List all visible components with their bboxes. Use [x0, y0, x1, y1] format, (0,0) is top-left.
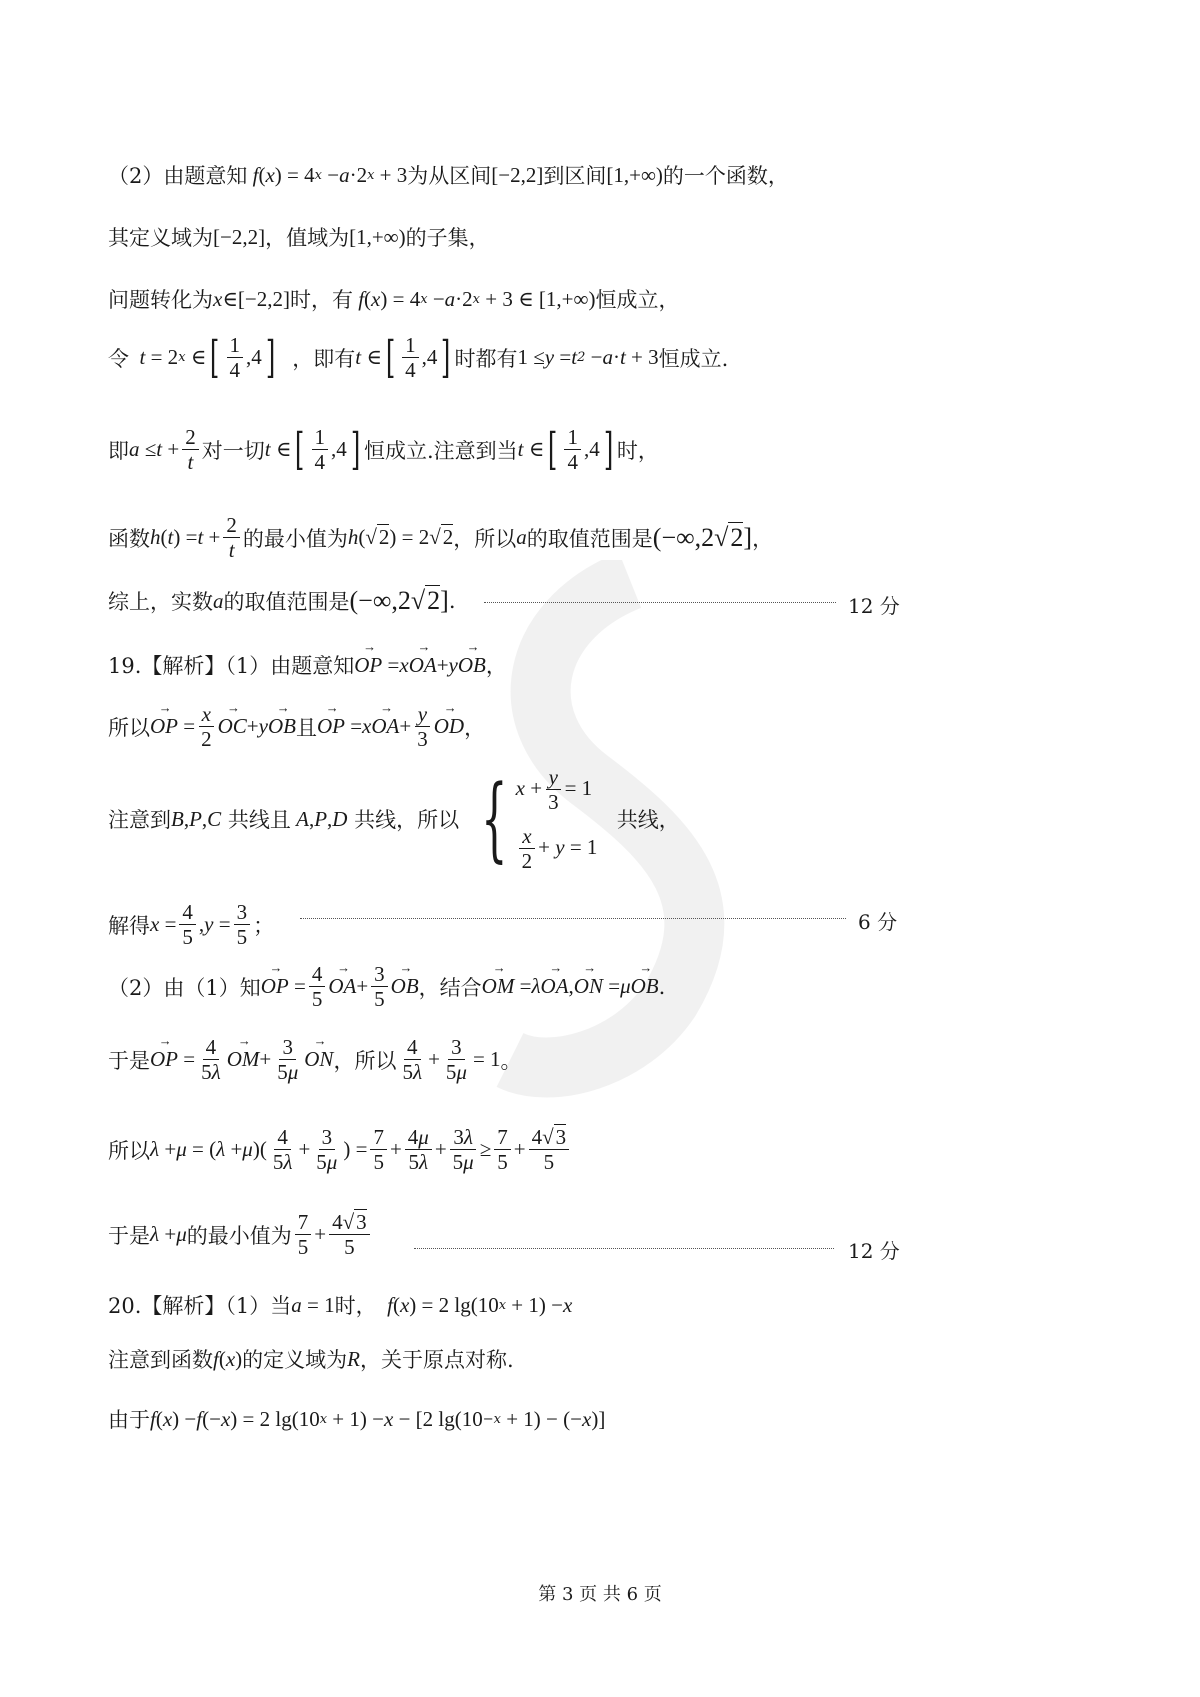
q19-part2: （2）由（1）知 → OP = $\frac{4}{5}$ → OA + $\frac{3}{5}$ → OB ，结合 → OM = λ → OA , → ON = μ → OB .: [108, 962, 960, 1011]
page-footer: 第 3 页 共 6 页: [538, 1584, 662, 1605]
dotted-leader: [484, 602, 836, 603]
line-transform: 问题转化为 x ∈[−2,2] 时，有 f ( x ) = 4 x − a ·2 x + 3 ∈ [1,+∞) 恒成立，: [108, 286, 680, 312]
line-domain: 其定义域为 [−2,2] ，值域为 [1,+∞) 的子集，: [108, 224, 490, 250]
q20-heading: 20.【解析】（1）当 a = 1 时， f ( x ) = 2 lg(10 x + 1) − x: [108, 1292, 573, 1318]
dotted-leader: [300, 918, 846, 919]
score-label: 6 分: [858, 910, 898, 934]
q19-solution: 解得 x = $\frac{4}{5}$ , y = $\frac{3}{5}$ ；: [108, 900, 275, 950]
q19-relation: 于是 → OP = $\frac{4}{5\lambda}$ → OM + $\frac{3}{5\mu}$ → ON ，所以 $\frac{4}{5\lambda}$ + $\frac{3}{5\mu}$ = 1 。: [108, 1035, 960, 1084]
line-inequality: 即 a ≤ t + $\frac{2}{t}$ 对一切 t ∈ [ $\frac{1}{4}$ ,4 ] 恒成立.注意到当 t ∈ [ $\frac{1}{4}$ ,4 ] 时，: [108, 423, 659, 475]
q19-heading: 19.【解析】（1）由题意知 → OP = x → OA + y → OB ，: [108, 650, 960, 680]
score-label: 12 分: [848, 594, 900, 618]
q20-difference: 由于 f ( x ) − f (− x ) = 2 lg(10 x + 1) − x − [2 lg(10 −x + 1) − (− x )]: [108, 1406, 606, 1432]
q20-domain: 注意到函数 f ( x ) 的定义域为 R ，关于原点对称.: [108, 1346, 514, 1372]
line-conclusion: 综上，实数 a 的取值范围是 (−∞,2√2] .: [108, 586, 456, 615]
line-min-value: 函数 h ( t ) = t + $\frac{2}{t}$ 的最小值为 h (√2) = 2√2 ，所以 a 的取值范围是 (−∞,2√2] ，: [108, 513, 774, 563]
dotted-leader: [414, 1248, 834, 1249]
q19-inequality: 所以 λ + μ = ( λ + μ )( $\frac{4}{5\lambda}$ + $\frac{3}{5\mu}$ ) = $\frac{7}{5}$ + $\frac{4\mu}{5\lambda}$ + $\frac{3\lambda}{5\mu}$ ≥ $\frac{7}{5}$ + $\frac{4√3}{5}$: [108, 1125, 960, 1174]
score-label: 12 分: [848, 1239, 900, 1263]
q19-line2: 所以 → OP = $\frac{x}{2}$ → OC + y → OB 且 → OP = x → OA + $\frac{y}{3}$ → OD ，: [108, 702, 960, 751]
line-part2-intro: （2）由题意知 f ( x ) = 4 x − a ·2 x + 3 为从区间 [−2,2] 到区间 [1,+∞) 的一个函数，: [108, 162, 789, 188]
line-substitution: 令 t = 2 x ∈ [ $\frac{1}{4}$ ,4 ] ，即有 t ∈ [ $\frac{1}{4}$ ,4 ] 时都有 1 ≤ y = t 2 − a · t + 3 恒成立.: [108, 331, 729, 383]
q19-min: 于是 λ + μ 的最小值为 $\frac{7}{5}$ + $\frac{4√3}{5}$: [108, 1210, 960, 1259]
q19-line3: 注意到 B , P , C 共线且 A , P , D 共线，所以 { x + $\frac{y}{3}$ = 1 $\frac{x}{2}$ + y = 1 共线，: [108, 765, 680, 874]
